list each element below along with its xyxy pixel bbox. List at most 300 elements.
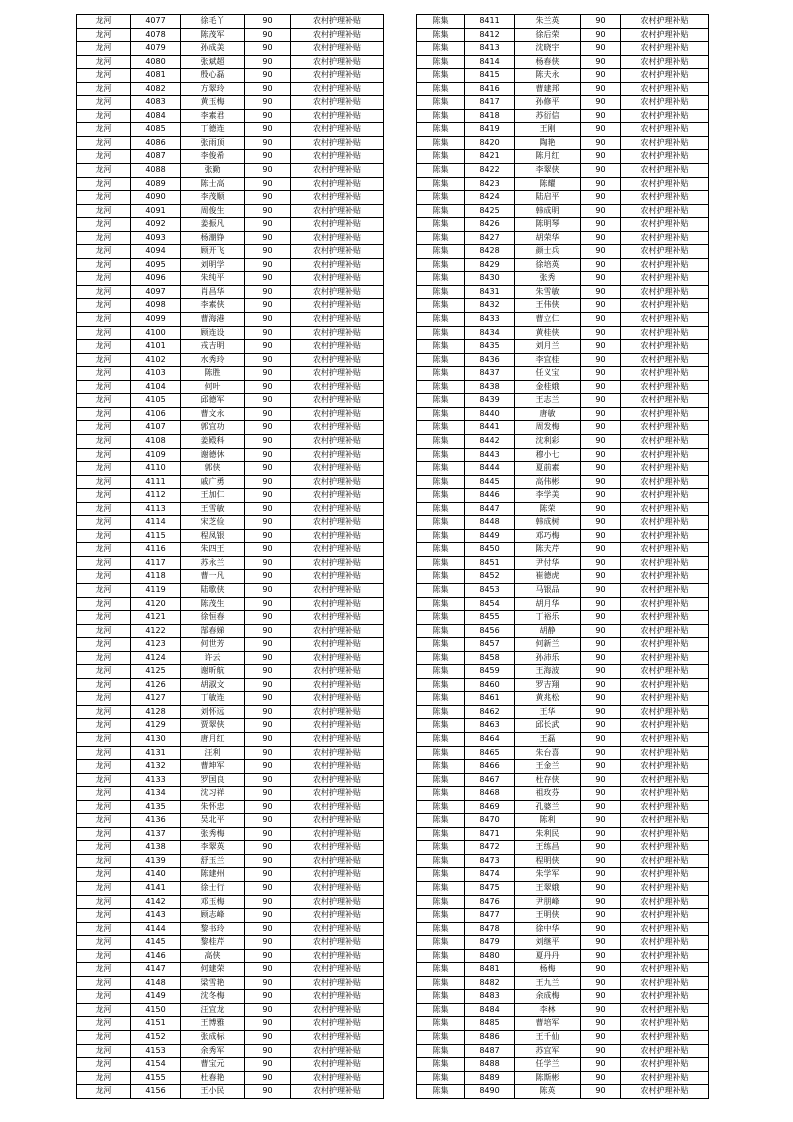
amount-cell: 90 (245, 299, 291, 313)
amount-cell: 90 (245, 678, 291, 692)
subsidy-type-cell: 农村护理补贴 (621, 827, 709, 841)
number-cell: 4123 (131, 638, 181, 652)
amount-cell: 90 (581, 773, 621, 787)
table-row (77, 638, 384, 652)
place-cell: 陈集 (417, 909, 465, 923)
subsidy-type-cell: 农村护理补贴 (291, 1044, 384, 1058)
place-cell: 陈集 (417, 624, 465, 638)
amount-cell: 90 (581, 367, 621, 381)
amount-cell: 90 (581, 462, 621, 476)
table-row (417, 326, 709, 340)
subsidy-type-cell: 农村护理补贴 (291, 665, 384, 679)
place-cell: 龙河 (77, 136, 131, 150)
number-cell: 4152 (131, 1031, 181, 1045)
table-row (77, 773, 384, 787)
subsidy-type-cell: 农村护理补贴 (291, 895, 384, 909)
amount-cell: 90 (245, 177, 291, 191)
name-cell: 徐毛丫 (181, 15, 245, 29)
number-cell: 8474 (465, 868, 515, 882)
name-cell: 孙修平 (515, 96, 581, 110)
amount-cell: 90 (581, 638, 621, 652)
place-cell: 龙河 (77, 570, 131, 584)
name-cell: 陈夫永 (515, 69, 581, 83)
table-row (77, 1058, 384, 1072)
table-row (417, 583, 709, 597)
amount-cell: 90 (245, 1085, 291, 1099)
number-cell: 8481 (465, 963, 515, 977)
name-cell: 陈建州 (181, 868, 245, 882)
subsidy-type-cell: 农村护理补贴 (621, 570, 709, 584)
subsidy-type-cell: 农村护理补贴 (291, 109, 384, 123)
name-cell: 殷心磊 (181, 69, 245, 83)
place-cell: 陈集 (417, 773, 465, 787)
table-row (417, 597, 709, 611)
subsidy-type-cell: 农村护理补贴 (621, 1058, 709, 1072)
table-row (417, 407, 709, 421)
number-cell: 4138 (131, 841, 181, 855)
number-cell: 4082 (131, 82, 181, 96)
place-cell: 龙河 (77, 936, 131, 950)
amount-cell: 90 (245, 367, 291, 381)
name-cell: 吴北平 (181, 814, 245, 828)
number-cell: 4101 (131, 340, 181, 354)
name-cell: 陈夫芹 (515, 543, 581, 557)
subsidy-type-cell: 农村护理补贴 (291, 367, 384, 381)
left-table-body (77, 15, 384, 1099)
right-subsidy-table (416, 14, 709, 1099)
table-row (417, 949, 709, 963)
number-cell: 8418 (465, 109, 515, 123)
table-row (77, 42, 384, 56)
number-cell: 8431 (465, 285, 515, 299)
amount-cell: 90 (581, 1085, 621, 1099)
name-cell: 何世芳 (181, 638, 245, 652)
amount-cell: 90 (581, 245, 621, 259)
name-cell: 郭宜功 (181, 421, 245, 435)
subsidy-type-cell: 农村护理补贴 (291, 570, 384, 584)
name-cell: 杨梅 (515, 963, 581, 977)
subsidy-type-cell: 农村护理补贴 (621, 353, 709, 367)
number-cell: 4081 (131, 69, 181, 83)
place-cell: 龙河 (77, 719, 131, 733)
table-row (417, 854, 709, 868)
number-cell: 8413 (465, 42, 515, 56)
subsidy-type-cell: 农村护理补贴 (291, 882, 384, 896)
amount-cell: 90 (245, 475, 291, 489)
amount-cell: 90 (581, 489, 621, 503)
subsidy-type-cell: 农村护理补贴 (291, 96, 384, 110)
number-cell: 4118 (131, 570, 181, 584)
name-cell: 王磊 (515, 732, 581, 746)
subsidy-type-cell: 农村护理补贴 (291, 990, 384, 1004)
amount-cell: 90 (581, 868, 621, 882)
place-cell: 陈集 (417, 583, 465, 597)
subsidy-type-cell: 农村护理补贴 (291, 949, 384, 963)
amount-cell: 90 (245, 624, 291, 638)
place-cell: 陈集 (417, 353, 465, 367)
amount-cell: 90 (581, 1003, 621, 1017)
amount-cell: 90 (581, 556, 621, 570)
subsidy-type-cell: 农村护理补贴 (621, 434, 709, 448)
subsidy-type-cell: 农村护理补贴 (291, 69, 384, 83)
subsidy-type-cell: 农村护理补贴 (621, 69, 709, 83)
subsidy-type-cell: 农村护理补贴 (291, 326, 384, 340)
table-row (417, 827, 709, 841)
subsidy-type-cell: 农村护理补贴 (291, 218, 384, 232)
place-cell: 龙河 (77, 909, 131, 923)
place-cell: 陈集 (417, 1058, 465, 1072)
name-cell: 王华 (515, 705, 581, 719)
place-cell: 陈集 (417, 448, 465, 462)
table-row (417, 434, 709, 448)
place-cell: 陈集 (417, 1071, 465, 1085)
subsidy-type-cell: 农村护理补贴 (291, 434, 384, 448)
table-row (417, 814, 709, 828)
name-cell: 何建荣 (181, 963, 245, 977)
table-row (417, 963, 709, 977)
place-cell: 陈集 (417, 421, 465, 435)
name-cell: 李翠英 (181, 841, 245, 855)
number-cell: 8441 (465, 421, 515, 435)
subsidy-type-cell: 农村护理补贴 (621, 313, 709, 327)
subsidy-type-cell: 农村护理补贴 (621, 949, 709, 963)
number-cell: 4146 (131, 949, 181, 963)
place-cell: 陈集 (417, 760, 465, 774)
place-cell: 陈集 (417, 326, 465, 340)
subsidy-type-cell: 农村护理补贴 (621, 1044, 709, 1058)
place-cell: 陈集 (417, 272, 465, 286)
name-cell: 程凤银 (181, 529, 245, 543)
amount-cell: 90 (245, 136, 291, 150)
name-cell: 朱台喜 (515, 746, 581, 760)
name-cell: 黄玉梅 (181, 96, 245, 110)
number-cell: 4088 (131, 164, 181, 178)
amount-cell: 90 (245, 96, 291, 110)
place-cell: 龙河 (77, 705, 131, 719)
name-cell: 李林 (515, 1003, 581, 1017)
subsidy-type-cell: 农村护理补贴 (621, 96, 709, 110)
name-cell: 沈晓宇 (515, 42, 581, 56)
subsidy-type-cell: 农村护理补贴 (291, 272, 384, 286)
place-cell: 龙河 (77, 868, 131, 882)
name-cell: 祖玫芬 (515, 787, 581, 801)
name-cell: 黎桂芹 (181, 936, 245, 950)
table-row (77, 868, 384, 882)
number-cell: 4114 (131, 516, 181, 530)
number-cell: 8459 (465, 665, 515, 679)
name-cell: 舒玉兰 (181, 854, 245, 868)
number-cell: 4139 (131, 854, 181, 868)
subsidy-type-cell: 农村护理补贴 (291, 150, 384, 164)
subsidy-type-cell: 农村护理补贴 (621, 448, 709, 462)
table-row (77, 136, 384, 150)
place-cell: 龙河 (77, 109, 131, 123)
number-cell: 8414 (465, 55, 515, 69)
table-row (77, 1031, 384, 1045)
table-row (77, 272, 384, 286)
place-cell: 龙河 (77, 367, 131, 381)
place-cell: 陈集 (417, 882, 465, 896)
subsidy-type-cell: 农村护理补贴 (621, 624, 709, 638)
number-cell: 8479 (465, 936, 515, 950)
amount-cell: 90 (581, 882, 621, 896)
name-cell: 李宜桂 (515, 353, 581, 367)
place-cell: 陈集 (417, 150, 465, 164)
number-cell: 4098 (131, 299, 181, 313)
subsidy-type-cell: 农村护理补贴 (621, 407, 709, 421)
amount-cell: 90 (581, 841, 621, 855)
table-row (417, 353, 709, 367)
subsidy-type-cell: 农村护理补贴 (621, 692, 709, 706)
amount-cell: 90 (245, 543, 291, 557)
name-cell: 王伟侠 (515, 299, 581, 313)
name-cell: 丁德连 (181, 123, 245, 137)
number-cell: 8421 (465, 150, 515, 164)
table-row (417, 109, 709, 123)
name-cell: 陈斯彬 (515, 1071, 581, 1085)
number-cell: 4083 (131, 96, 181, 110)
amount-cell: 90 (581, 922, 621, 936)
amount-cell: 90 (245, 732, 291, 746)
table-row (417, 1071, 709, 1085)
name-cell: 梁雪艳 (181, 976, 245, 990)
name-cell: 朱雪敏 (515, 285, 581, 299)
amount-cell: 90 (581, 516, 621, 530)
subsidy-type-cell: 农村护理补贴 (291, 123, 384, 137)
subsidy-type-cell: 农村护理补贴 (621, 1071, 709, 1085)
place-cell: 龙河 (77, 407, 131, 421)
name-cell: 罗国良 (181, 773, 245, 787)
name-cell: 邓巧梅 (515, 529, 581, 543)
place-cell: 龙河 (77, 624, 131, 638)
table-row (417, 922, 709, 936)
amount-cell: 90 (581, 719, 621, 733)
table-row (77, 882, 384, 896)
place-cell: 陈集 (417, 191, 465, 205)
amount-cell: 90 (581, 570, 621, 584)
name-cell: 沈冬梅 (181, 990, 245, 1004)
subsidy-type-cell: 农村护理补贴 (621, 990, 709, 1004)
number-cell: 4100 (131, 326, 181, 340)
subsidy-type-cell: 农村护理补贴 (291, 638, 384, 652)
number-cell: 4077 (131, 15, 181, 29)
place-cell: 陈集 (417, 895, 465, 909)
table-row (417, 1058, 709, 1072)
subsidy-type-cell: 农村护理补贴 (621, 380, 709, 394)
number-cell: 8477 (465, 909, 515, 923)
name-cell: 曹建邦 (515, 82, 581, 96)
table-row (77, 651, 384, 665)
amount-cell: 90 (245, 611, 291, 625)
table-row (77, 665, 384, 679)
name-cell: 曹培军 (515, 1017, 581, 1031)
subsidy-type-cell: 农村护理补贴 (621, 1031, 709, 1045)
name-cell: 黄桂侠 (515, 326, 581, 340)
place-cell: 陈集 (417, 231, 465, 245)
number-cell: 8417 (465, 96, 515, 110)
number-cell: 8487 (465, 1044, 515, 1058)
table-row (417, 529, 709, 543)
place-cell: 龙河 (77, 285, 131, 299)
table-row (417, 55, 709, 69)
name-cell: 张成标 (181, 1031, 245, 1045)
place-cell: 陈集 (417, 936, 465, 950)
place-cell: 龙河 (77, 340, 131, 354)
number-cell: 4090 (131, 191, 181, 205)
name-cell: 黎书玲 (181, 922, 245, 936)
subsidy-type-cell: 农村护理补贴 (291, 922, 384, 936)
amount-cell: 90 (581, 1044, 621, 1058)
name-cell: 韩成树 (515, 516, 581, 530)
table-row (77, 258, 384, 272)
place-cell: 陈集 (417, 570, 465, 584)
table-row (417, 800, 709, 814)
number-cell: 4078 (131, 28, 181, 42)
subsidy-type-cell: 农村护理补贴 (621, 963, 709, 977)
amount-cell: 90 (581, 678, 621, 692)
place-cell: 龙河 (77, 1044, 131, 1058)
name-cell: 苏永兰 (181, 556, 245, 570)
place-cell: 龙河 (77, 678, 131, 692)
place-cell: 龙河 (77, 272, 131, 286)
name-cell: 高伟彬 (515, 475, 581, 489)
table-row (77, 841, 384, 855)
amount-cell: 90 (581, 150, 621, 164)
place-cell: 陈集 (417, 218, 465, 232)
table-row (417, 1085, 709, 1099)
number-cell: 8456 (465, 624, 515, 638)
place-cell: 龙河 (77, 218, 131, 232)
amount-cell: 90 (581, 854, 621, 868)
number-cell: 4120 (131, 597, 181, 611)
number-cell: 8457 (465, 638, 515, 652)
table-row (77, 462, 384, 476)
subsidy-type-cell: 农村护理补贴 (621, 191, 709, 205)
table-row (417, 42, 709, 56)
place-cell: 陈集 (417, 854, 465, 868)
amount-cell: 90 (581, 1071, 621, 1085)
subsidy-type-cell: 农村护理补贴 (291, 394, 384, 408)
name-cell: 孙沛乐 (515, 651, 581, 665)
number-cell: 8486 (465, 1031, 515, 1045)
amount-cell: 90 (245, 272, 291, 286)
number-cell: 4150 (131, 1003, 181, 1017)
name-cell: 朱四王 (181, 543, 245, 557)
place-cell: 陈集 (417, 82, 465, 96)
place-cell: 陈集 (417, 1031, 465, 1045)
place-cell: 龙河 (77, 1003, 131, 1017)
subsidy-type-cell: 农村护理补贴 (291, 719, 384, 733)
number-cell: 8429 (465, 258, 515, 272)
amount-cell: 90 (581, 218, 621, 232)
table-row (417, 787, 709, 801)
number-cell: 4099 (131, 313, 181, 327)
subsidy-type-cell: 农村护理补贴 (621, 854, 709, 868)
subsidy-type-cell: 农村护理补贴 (621, 367, 709, 381)
amount-cell: 90 (245, 719, 291, 733)
subsidy-type-cell: 农村护理补贴 (621, 922, 709, 936)
amount-cell: 90 (581, 692, 621, 706)
amount-cell: 90 (245, 313, 291, 327)
name-cell: 顾开飞 (181, 245, 245, 259)
name-cell: 朱纯平 (181, 272, 245, 286)
table-row (77, 313, 384, 327)
number-cell: 8439 (465, 394, 515, 408)
name-cell: 王千仙 (515, 1031, 581, 1045)
name-cell: 方翠玲 (181, 82, 245, 96)
number-cell: 8426 (465, 218, 515, 232)
number-cell: 4085 (131, 123, 181, 137)
amount-cell: 90 (245, 746, 291, 760)
place-cell: 陈集 (417, 380, 465, 394)
name-cell: 朱利民 (515, 827, 581, 841)
table-row (417, 990, 709, 1004)
name-cell: 张秀 (515, 272, 581, 286)
subsidy-type-cell: 农村护理补贴 (621, 651, 709, 665)
table-row (77, 96, 384, 110)
table-row (417, 732, 709, 746)
number-cell: 4125 (131, 665, 181, 679)
amount-cell: 90 (581, 475, 621, 489)
amount-cell: 90 (581, 164, 621, 178)
place-cell: 陈集 (417, 55, 465, 69)
name-cell: 陈胜 (181, 367, 245, 381)
table-row (77, 69, 384, 83)
amount-cell: 90 (245, 529, 291, 543)
table-row (77, 529, 384, 543)
place-cell: 龙河 (77, 191, 131, 205)
subsidy-type-cell: 农村护理补贴 (291, 976, 384, 990)
amount-cell: 90 (581, 814, 621, 828)
number-cell: 8478 (465, 922, 515, 936)
table-row (77, 1085, 384, 1099)
place-cell: 龙河 (77, 976, 131, 990)
name-cell: 邱德军 (181, 394, 245, 408)
subsidy-type-cell: 农村护理补贴 (621, 136, 709, 150)
table-row (77, 719, 384, 733)
number-cell: 8424 (465, 191, 515, 205)
number-cell: 4091 (131, 204, 181, 218)
subsidy-type-cell: 农村护理补贴 (621, 678, 709, 692)
number-cell: 8425 (465, 204, 515, 218)
name-cell: 苏衍信 (515, 109, 581, 123)
place-cell: 陈集 (417, 638, 465, 652)
number-cell: 8428 (465, 245, 515, 259)
name-cell: 徐恒春 (181, 611, 245, 625)
name-cell: 徐培英 (515, 258, 581, 272)
number-cell: 8427 (465, 231, 515, 245)
amount-cell: 90 (245, 15, 291, 29)
place-cell: 陈集 (417, 719, 465, 733)
amount-cell: 90 (245, 69, 291, 83)
subsidy-type-cell: 农村护理补贴 (621, 1085, 709, 1099)
number-cell: 4109 (131, 448, 181, 462)
place-cell: 陈集 (417, 42, 465, 56)
subsidy-type-cell: 农村护理补贴 (291, 787, 384, 801)
number-cell: 8440 (465, 407, 515, 421)
amount-cell: 90 (245, 895, 291, 909)
amount-cell: 90 (581, 800, 621, 814)
table-row (77, 800, 384, 814)
name-cell: 胡月华 (515, 597, 581, 611)
name-cell: 苏宜军 (515, 1044, 581, 1058)
subsidy-type-cell: 农村护理补贴 (621, 150, 709, 164)
amount-cell: 90 (581, 123, 621, 137)
amount-cell: 90 (581, 705, 621, 719)
name-cell: 王九兰 (515, 976, 581, 990)
number-cell: 4140 (131, 868, 181, 882)
table-row (417, 692, 709, 706)
